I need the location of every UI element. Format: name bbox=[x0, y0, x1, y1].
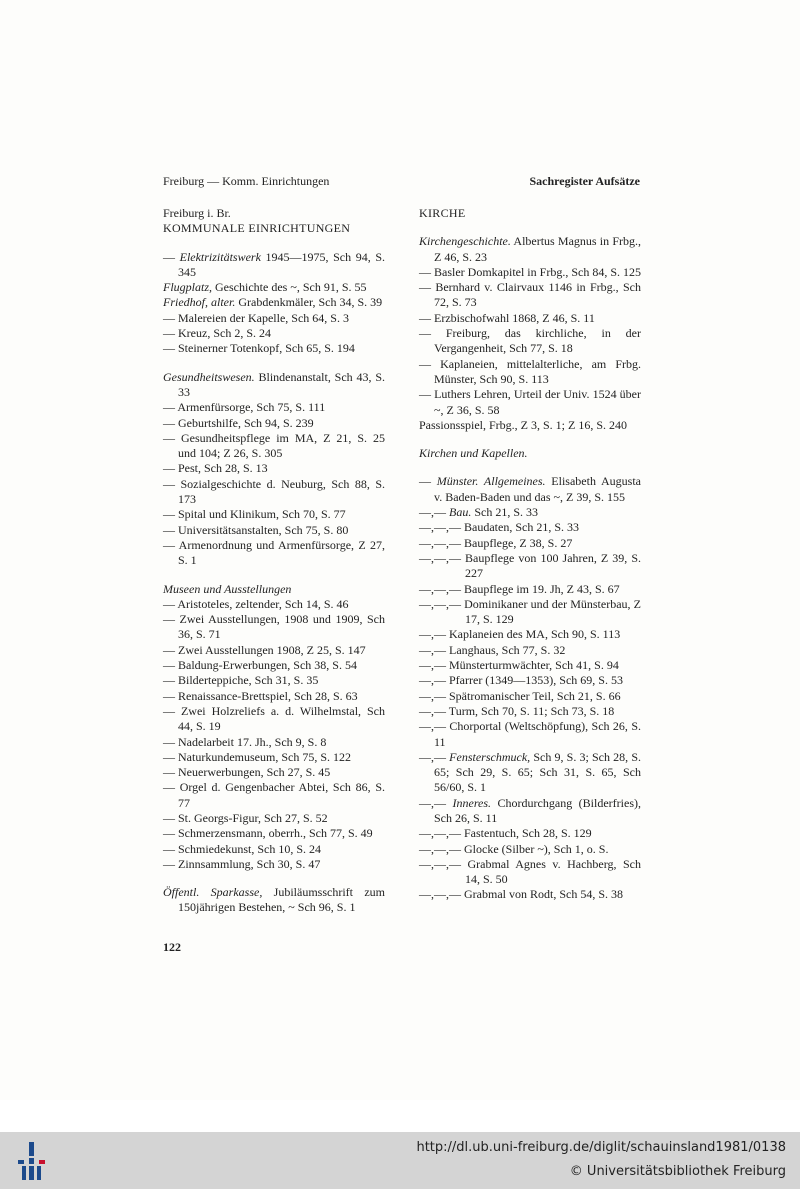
entry-text: — Luthers Lehren, Urteil der Univ. 1524 über ~, Z 36, S. 58 bbox=[419, 387, 641, 417]
index-entry bbox=[163, 311, 385, 326]
index-entry bbox=[163, 400, 385, 415]
entry-text: — Sozialgeschichte d. Neuburg, Sch 88, S. 173 bbox=[163, 476, 385, 507]
copyright-text: © Universitätsbibliothek Freiburg bbox=[569, 1164, 786, 1179]
entry-prefix: —,— bbox=[419, 749, 450, 764]
index-entry bbox=[163, 780, 385, 811]
entry-text: — Malereien der Kapelle, Sch 64, S. 3 bbox=[163, 310, 349, 325]
entry-text: — Neuerwerbungen, Sch 27, S. 45 bbox=[163, 765, 331, 780]
entry-keyword: Fensterschmuck, bbox=[449, 749, 531, 764]
index-entry bbox=[419, 357, 641, 388]
index-entry bbox=[163, 750, 385, 765]
spacer bbox=[419, 461, 641, 474]
entry-keyword: Friedhof, alter. bbox=[163, 295, 236, 310]
entry-text: — Zwei Holzreliefs a. d. Wilhelmstal, Sch 44, S. 19 bbox=[163, 703, 385, 734]
entry-text: — Armenfürsorge, Sch 75, S. 111 bbox=[163, 400, 326, 415]
index-entry bbox=[419, 857, 641, 888]
index-entry bbox=[163, 673, 385, 688]
entry-text: — Bilderteppiche, Sch 31, S. 35 bbox=[163, 673, 319, 688]
entry-text: — Schmiedekunst, Sch 10, S. 24 bbox=[163, 841, 321, 856]
entry-text: — Orgel d. Gengenbacher Abtei, Sch 86, S. 77 bbox=[163, 780, 385, 810]
entry-text: —,—,— Glocke (Silber ~), Sch 1, o. S. bbox=[419, 841, 609, 856]
index-entry bbox=[163, 507, 385, 522]
entry-text: Sch 9, S. 3; Sch 28, S. 65; Sch 29, S. 65; Sch 31, S. 65, Sch 56/60, S. 1 bbox=[434, 749, 641, 795]
entry-text: —,—,— Baupflege von 100 Jahren, Z 39, S. 227 bbox=[419, 550, 641, 581]
index-entry bbox=[163, 842, 385, 857]
entry-text: — Nadelarbeit 17. Jh., Sch 9, S. 8 bbox=[163, 734, 327, 749]
index-entry bbox=[419, 842, 641, 857]
entry-text: Passionsspiel, Frbg., Z 3, S. 1; Z 16, S. 240 bbox=[419, 417, 628, 432]
source-url-link[interactable]: http://dl.ub.uni-freiburg.de/diglit/schauinsland1981/0138 bbox=[416, 1140, 786, 1155]
entry-text: — Armenordnung und Armenfürsorge, Z 27, S. 1 bbox=[163, 537, 385, 568]
index-entry bbox=[419, 536, 641, 551]
index-entry bbox=[419, 311, 641, 326]
entry-keyword: Kirchengeschichte. bbox=[419, 234, 511, 249]
index-entry bbox=[419, 520, 641, 535]
spacer bbox=[163, 237, 385, 250]
spacer bbox=[163, 569, 385, 582]
entry-text: —,—,— Grabmal Agnes v. Hachberg, Sch 14, S. 50 bbox=[419, 856, 641, 887]
entry-text: Jubiläumsschrift zum 150jährigen Bestehen, ~ Sch 96, S. 1 bbox=[178, 885, 386, 915]
entry-text: — Naturkundemuseum, Sch 75, S. 122 bbox=[163, 749, 351, 764]
entry-text: Chordurchgang (Bilderfries), Sch 26, S. 11 bbox=[434, 795, 641, 825]
entry-text: — Basler Domkapitel in Frbg., Sch 84, S. 125 bbox=[419, 264, 641, 279]
entry-text: —,— Turm, Sch 70, S. 11; Sch 73, S. 18 bbox=[419, 703, 615, 718]
entry-text: — Kreuz, Sch 2, S. 24 bbox=[163, 326, 271, 341]
entry-keyword: Gesundheitswesen. bbox=[163, 369, 255, 384]
index-entry bbox=[419, 582, 641, 597]
index-entry bbox=[163, 341, 385, 356]
index-entry bbox=[419, 704, 641, 719]
index-entry bbox=[419, 387, 641, 418]
index-entry bbox=[163, 612, 385, 643]
entry-text: 1945—1975, Sch 94, S. 345 bbox=[178, 249, 385, 279]
entry-text: —,—,— Dominikaner und der Münsterbau, Z 17, S. 129 bbox=[419, 596, 641, 627]
left-column bbox=[163, 206, 385, 916]
index-entry bbox=[163, 295, 385, 310]
index-entry bbox=[163, 811, 385, 826]
index-entry bbox=[419, 234, 641, 265]
entry-text: — Aristoteles, zeltender, Sch 14, S. 46 bbox=[163, 596, 349, 611]
entry-text: Sch 21, S. 33 bbox=[471, 505, 539, 520]
entry-text: — Pest, Sch 28, S. 13 bbox=[163, 461, 268, 476]
spacer bbox=[163, 357, 385, 370]
index-entry bbox=[163, 431, 385, 462]
entry-text: — Kaplaneien, mittelalterliche, am Frbg. Münster, Sch 90, S. 113 bbox=[419, 356, 641, 386]
index-entry bbox=[419, 551, 641, 582]
running-header-left: Freiburg — Komm. Einrichtungen bbox=[163, 174, 330, 188]
entry-prefix: — bbox=[419, 474, 437, 489]
entry-text: —,— Münsterturmwächter, Sch 41, S. 94 bbox=[419, 658, 619, 673]
entry-text: — Schmerzensmann, oberrh., Sch 77, S. 49 bbox=[163, 826, 373, 841]
entry-text: — Renaissance-Brettspiel, Sch 28, S. 63 bbox=[163, 688, 358, 703]
entry-keyword: Öffentl. Sparkasse, bbox=[163, 885, 263, 900]
index-entry bbox=[163, 689, 385, 704]
index-entry bbox=[163, 370, 385, 401]
index-entry bbox=[163, 326, 385, 341]
index-entry bbox=[419, 796, 641, 827]
right-column bbox=[419, 206, 641, 903]
entry-prefix: —,— bbox=[419, 505, 449, 520]
index-entry bbox=[419, 719, 641, 750]
index-entry bbox=[419, 658, 641, 673]
entry-text: — Freiburg, das kirchliche, in der Vergangenheit, Sch 77, S. 18 bbox=[419, 326, 641, 356]
index-entry bbox=[419, 689, 641, 704]
entry-text: — Zwei Ausstellungen, 1908 und 1909, Sch 36, S. 71 bbox=[163, 612, 385, 642]
entry-text: —,—,— Baudaten, Sch 21, S. 33 bbox=[419, 520, 579, 535]
entry-keyword: Elektrizitätswerk bbox=[179, 249, 261, 264]
index-entry bbox=[419, 826, 641, 841]
index-entry bbox=[419, 474, 641, 505]
entry-text: Grabdenkmäler, Sch 34, S. 39 bbox=[235, 295, 383, 310]
index-entry bbox=[163, 538, 385, 569]
entry-text: —,— Langhaus, Sch 77, S. 32 bbox=[419, 642, 566, 657]
entry-text: — Zinnsammlung, Sch 30, S. 47 bbox=[163, 856, 321, 871]
entry-text: —,—,— Baupflege im 19. Jh, Z 43, S. 67 bbox=[419, 581, 620, 596]
index-entry bbox=[419, 643, 641, 658]
index-entry bbox=[163, 765, 385, 780]
index-entry bbox=[419, 597, 641, 628]
entry-text: —,— Pfarrer (1349—1353), Sch 69, S. 53 bbox=[419, 673, 623, 688]
index-entry bbox=[419, 265, 641, 280]
index-entry bbox=[419, 446, 641, 461]
index-entry bbox=[419, 326, 641, 357]
entry-text: KIRCHE bbox=[419, 206, 466, 220]
entry-keyword: Flugplatz, bbox=[163, 280, 213, 295]
index-entry bbox=[419, 206, 641, 221]
entry-text: — Spital und Klinikum, Sch 70, S. 77 bbox=[163, 507, 346, 522]
index-entry bbox=[419, 418, 641, 433]
entry-text: —,—,— Grabmal von Rodt, Sch 54, S. 38 bbox=[419, 887, 623, 902]
index-entry bbox=[419, 505, 641, 520]
entry-keyword: Inneres. bbox=[452, 795, 492, 810]
index-entry bbox=[163, 597, 385, 612]
entry-keyword: Kirchen und Kapellen. bbox=[419, 446, 528, 461]
entry-text: — Geburtshilfe, Sch 94, S. 239 bbox=[163, 415, 314, 430]
index-entry bbox=[163, 416, 385, 431]
entry-text: — Gesundheitspflege im MA, Z 21, S. 25 und 104; Z 26, S. 305 bbox=[163, 430, 385, 461]
entry-text: — Universitätsanstalten, Sch 75, S. 80 bbox=[163, 522, 349, 537]
entry-text: Freiburg i. Br. bbox=[163, 206, 231, 220]
entry-text: — Zwei Ausstellungen 1908, Z 25, S. 147 bbox=[163, 642, 366, 657]
index-entry bbox=[163, 523, 385, 538]
entry-keyword: Münster. Allgemeines. bbox=[436, 474, 546, 489]
page-number: 122 bbox=[163, 940, 181, 954]
entry-text: —,— Chorportal (Weltschöpfung), Sch 26, S. 11 bbox=[419, 719, 641, 749]
index-entry bbox=[419, 887, 641, 902]
entry-text: —,—,— Fastentuch, Sch 28, S. 129 bbox=[419, 826, 592, 841]
entry-text: —,—,— Baupflege, Z 38, S. 27 bbox=[419, 535, 573, 550]
index-entry bbox=[419, 280, 641, 311]
entry-text: Blindenanstalt, Sch 43, S. 33 bbox=[178, 369, 385, 399]
index-entry bbox=[163, 582, 385, 597]
entry-prefix: — bbox=[163, 249, 180, 264]
index-entry bbox=[163, 280, 385, 295]
entry-text: — Bernhard v. Clairvaux 1146 in Frbg., Sch 72, S. 73 bbox=[419, 280, 641, 310]
index-entry bbox=[163, 857, 385, 872]
entry-text: — Baldung-Erwerbungen, Sch 38, S. 54 bbox=[163, 658, 357, 673]
index-entry bbox=[163, 704, 385, 735]
footer-bar bbox=[0, 1132, 800, 1189]
entry-keyword: Bau. bbox=[449, 505, 472, 520]
index-entry bbox=[419, 627, 641, 642]
entry-text: —,— Kaplaneien des MA, Sch 90, S. 113 bbox=[419, 627, 621, 642]
spacer bbox=[419, 221, 641, 234]
entry-text: Albertus Magnus in Frbg., Z 46, S. 23 bbox=[434, 234, 641, 264]
library-logo-icon bbox=[12, 1140, 52, 1182]
running-header-right: Sachregister Aufsätze bbox=[529, 174, 640, 188]
entry-text: — St. Georgs-Figur, Sch 27, S. 52 bbox=[163, 810, 328, 825]
entry-text: — Erzbischofwahl 1868, Z 46, S. 11 bbox=[419, 310, 595, 325]
index-entry bbox=[163, 461, 385, 476]
entry-text: —,— Spätromanischer Teil, Sch 21, S. 66 bbox=[419, 688, 621, 703]
index-entry bbox=[163, 658, 385, 673]
index-entry bbox=[163, 885, 385, 916]
index-entry bbox=[163, 735, 385, 750]
entry-text: Elisabeth Augusta v. Baden-Baden und das ~, Z 39, S. 155 bbox=[434, 474, 641, 504]
entry-prefix: —,— bbox=[419, 795, 453, 810]
entry-text: — Steinerner Totenkopf, Sch 65, S. 194 bbox=[163, 341, 355, 356]
index-entry bbox=[163, 221, 385, 236]
index-entry bbox=[163, 206, 385, 221]
spacer bbox=[163, 872, 385, 885]
entry-text: KOMMUNALE EINRICHTUNGEN bbox=[163, 221, 351, 236]
index-entry bbox=[163, 250, 385, 281]
index-entry bbox=[163, 826, 385, 841]
index-entry bbox=[163, 477, 385, 508]
spacer bbox=[419, 433, 641, 446]
index-entry bbox=[419, 673, 641, 688]
index-entry bbox=[163, 643, 385, 658]
entry-keyword: Museen und Ausstellungen bbox=[163, 581, 292, 596]
index-entry bbox=[419, 750, 641, 796]
entry-text: Geschichte des ~, Sch 91, S. 55 bbox=[212, 280, 367, 295]
